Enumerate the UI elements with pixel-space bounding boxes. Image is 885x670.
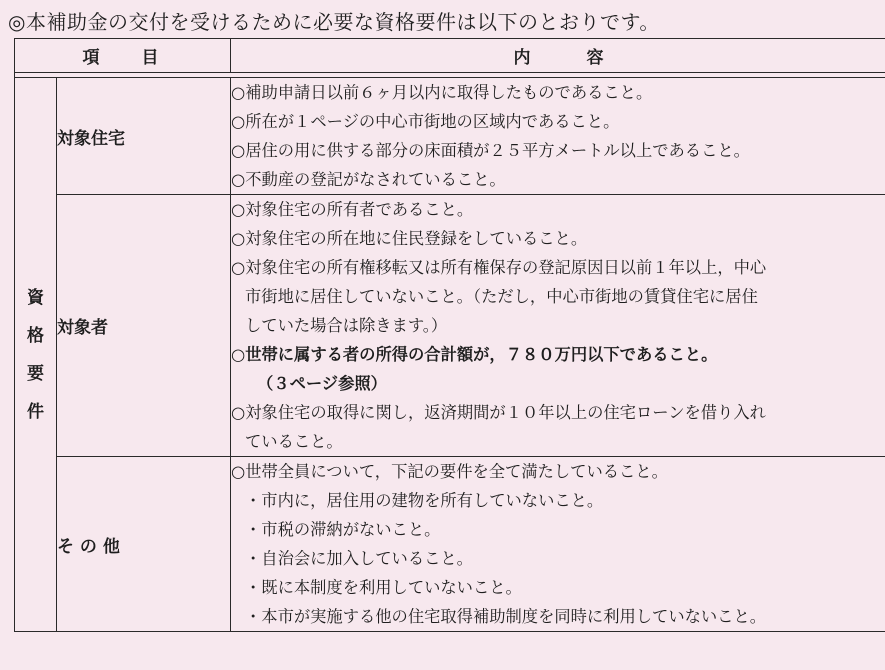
requirement-bullet: ・自治会に加入していること。 [245, 549, 473, 568]
requirement-line: ○不動産の登記がなされていること。 [231, 170, 506, 189]
table-header-row [15, 39, 885, 73]
requirement-line: ○対象住宅の所在地に住民登録をしていること。 [231, 229, 588, 248]
category-target-housing: 対象住宅 [57, 78, 231, 195]
requirement-bullet: ・市税の滞納がないこと。 [245, 520, 441, 539]
row-target-housing [15, 78, 885, 195]
content-target-person [231, 195, 885, 457]
group-label-eligibility [15, 78, 57, 632]
category-target-person: 対象者 [57, 195, 231, 457]
group-label-char: 格 [27, 325, 44, 346]
requirement-line: ていること。 [245, 432, 343, 451]
requirement-line: ○世帯全員について，下記の要件を全て満たしていること。 [231, 462, 668, 481]
requirements-table [14, 38, 885, 632]
requirement-line: ○所在が１ページの中心市街地の区域内であること。 [231, 112, 620, 131]
header-item: 項目 [15, 39, 231, 73]
requirement-line: ○対象住宅の取得に関し，返済期間が１０年以上の住宅ローンを借り入れ [231, 403, 766, 422]
group-label-char: 要 [27, 363, 44, 384]
content-target-housing [231, 78, 885, 195]
requirement-line: ○補助申請日以前６ヶ月以内に取得したものであること。 [231, 83, 653, 102]
requirement-line: ○対象住宅の所有者であること。 [231, 200, 474, 219]
header-content: 内容 [231, 39, 885, 73]
requirement-bullet: ・既に本制度を利用していないこと。 [245, 578, 522, 597]
requirement-bullet: ・本市が実施する他の住宅取得補助制度を同時に利用していないこと。 [245, 607, 767, 626]
requirement-line: 市街地に居住していないこと。（ただし，中心市街地の賃貸住宅に居住 [245, 287, 758, 306]
page-heading: ◎本補助金の交付を受けるために必要な資格要件は以下のとおりです。 [8, 10, 660, 34]
content-other [231, 457, 885, 632]
requirement-line: していた場合は除きます。） [245, 316, 448, 335]
category-other: そ の 他 [57, 457, 231, 632]
requirement-line: ○居住の用に供する部分の床面積が２５平方メートル以上であること。 [231, 141, 750, 160]
group-label-char: 件 [27, 401, 44, 422]
requirement-line: ○対象住宅の所有権移転又は所有権保存の登記原因日以前１年以上，中心 [231, 258, 767, 277]
row-other [15, 457, 885, 632]
row-target-person [15, 195, 885, 457]
group-label-char: 資 [27, 287, 44, 308]
requirement-bullet: ・市内に，居住用の建物を所有していないこと。 [245, 491, 604, 510]
requirement-line-income: ○世帯に属する者の所得の合計額が，７８０万円以下であること。 [231, 345, 718, 364]
requirement-line-page-ref: （３ページ参照） [257, 374, 387, 393]
